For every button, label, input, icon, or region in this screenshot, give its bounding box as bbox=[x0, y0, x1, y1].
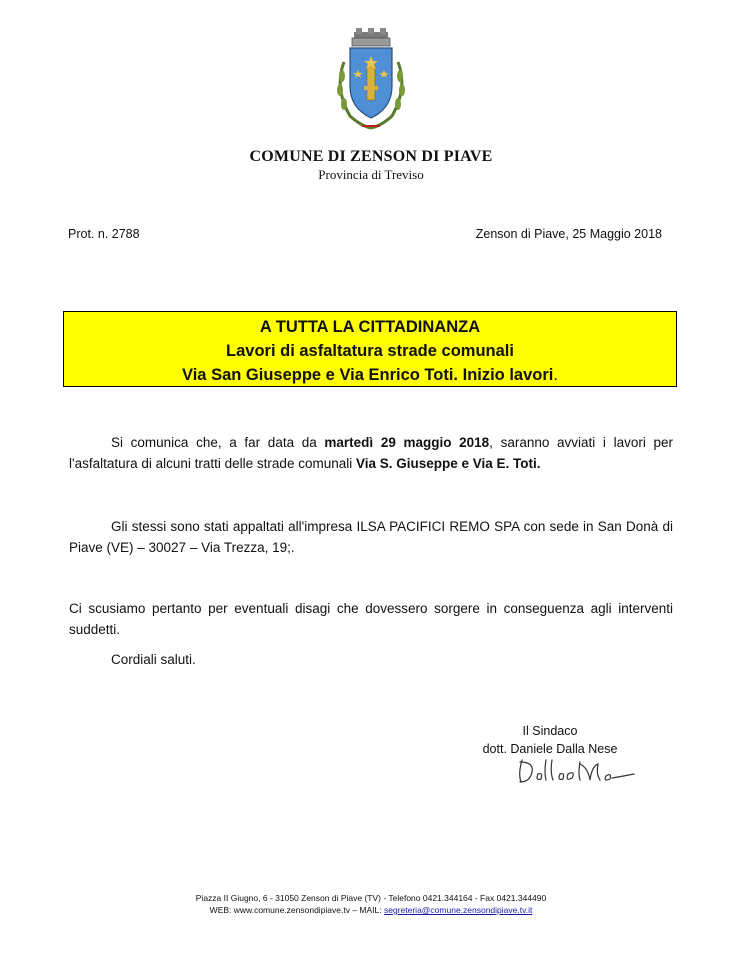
province-name: Provincia di Treviso bbox=[318, 167, 424, 182]
place-and-date: Zenson di Piave, 25 Maggio 2018 bbox=[475, 227, 662, 241]
email-link[interactable]: segreteria@comune.zensondipiave.tv.it bbox=[384, 905, 533, 915]
notice-box bbox=[63, 311, 677, 387]
closing-greeting: Cordiali saluti. bbox=[111, 652, 196, 667]
footer-web: WEB: www.comune.zensondipiave.tv – MAIL: bbox=[209, 905, 384, 915]
notice-subject: Lavori di asfaltatura strade comunali bbox=[226, 342, 514, 360]
street-names: Via S. Giuseppe e Via E. Toti. bbox=[355, 456, 541, 471]
footer-contacts bbox=[0, 904, 742, 916]
notice-streets-line bbox=[64, 363, 676, 387]
municipality-name: COMUNE DI ZENSON DI PIAVE bbox=[249, 148, 493, 165]
footer bbox=[0, 892, 742, 916]
paragraph-text: , saranno avviati i lavori per l'asfaltatura di alcuni tratti delle strade comunali bbox=[69, 435, 673, 471]
paragraph-text: Gli stessi sono stati appaltati all'impresa ILSA PACIFICI REMO SPA con sede in San Donà di Piave (VE) – 30027 – Via Trezza, 19;. bbox=[69, 519, 673, 555]
signer-role: Il Sindaco bbox=[522, 724, 578, 738]
protocol-number: Prot. n. 2788 bbox=[68, 227, 140, 241]
paragraph-contractor bbox=[69, 516, 673, 558]
notice-heading: A TUTTA LA CITTADINANZA bbox=[259, 318, 481, 336]
coat-of-arms-icon bbox=[326, 26, 416, 136]
start-date: martedì 29 maggio 2018 bbox=[324, 435, 490, 450]
signer-name: dott. Daniele Dalla Nese bbox=[482, 742, 618, 756]
handwritten-signature bbox=[508, 752, 636, 792]
paragraph-apology: Ci scusiamo pertanto per eventuali disagi che dovessero sorgere in conseguenza agli interventi suddetti. bbox=[69, 601, 673, 637]
paragraph-start-date bbox=[69, 432, 673, 474]
paragraph-text: Si comunica che, a far data da bbox=[111, 435, 325, 450]
notice-streets: Via San Giuseppe e Via Enrico Toti. Inizio lavori bbox=[182, 366, 554, 384]
footer-address: Piazza II Giugno, 6 - 31050 Zenson di Piave (TV) - Telefono 0421.344164 - Fax 0421.344490 bbox=[195, 893, 547, 903]
notice-period: . bbox=[553, 366, 558, 384]
